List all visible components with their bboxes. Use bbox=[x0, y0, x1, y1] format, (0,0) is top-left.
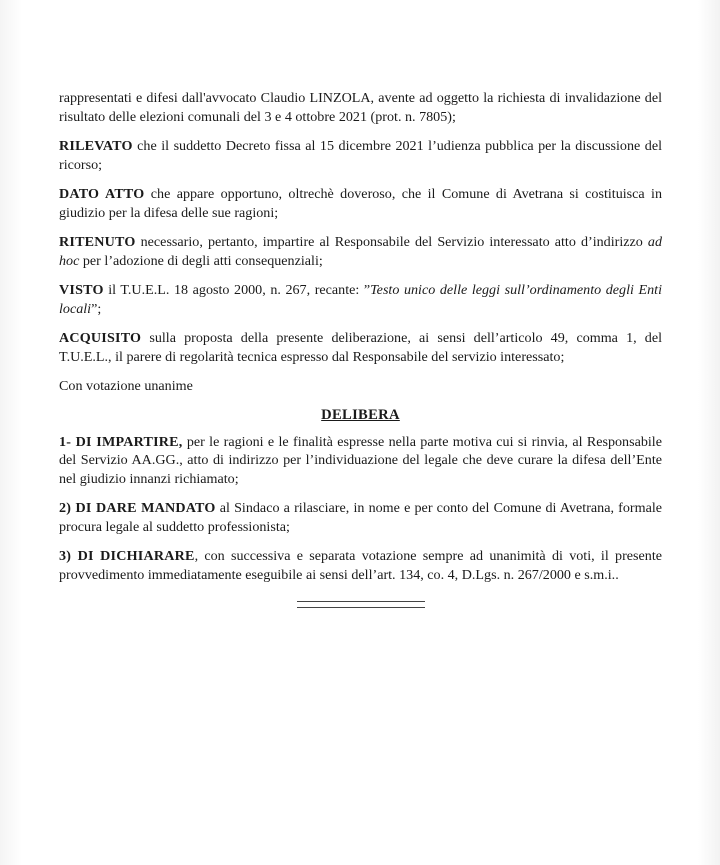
resolution-lead: 3) DI DICHIARARE bbox=[59, 548, 195, 565]
paragraph-text: rappresentati e difesi dall'avvocato Claudio LINZOLA, avente ad oggetto la richiesta di invalidazione del risultato delle elezioni comunali del 3 e 4 ottobre 2021 (prot. n. 7805); bbox=[59, 90, 662, 125]
paragraph-lead: VISTO bbox=[59, 281, 104, 298]
paragraph-visto bbox=[59, 281, 662, 318]
paragraph-rilevato bbox=[59, 137, 662, 174]
separator-line bbox=[297, 601, 425, 608]
paragraph-votazione bbox=[59, 377, 662, 396]
resolution-text: al Sindaco a rilasciare, in nome e per conto del Comune di Avetrana, formale procura legale al suddetto professionista; bbox=[59, 500, 662, 536]
paragraph-lead: RILEVATO bbox=[59, 137, 133, 154]
end-separator bbox=[59, 595, 662, 614]
resolution-text: , con successiva e separata votazione sempre ad unanimità di voti, il presente provvedimento immediatamente eseguibile ai sensi dell’art. 134, co. 4, D.Lgs. n. 267/2000 e s.m.i.. bbox=[59, 548, 662, 584]
section-heading-delibera: DELIBERA bbox=[321, 407, 400, 424]
paragraph-italic: ad hoc bbox=[59, 233, 662, 269]
document-body bbox=[59, 89, 662, 614]
paragraph-text: il T.U.E.L. 18 agosto 2000, n. 267, recante: ” bbox=[103, 281, 371, 298]
paragraph-text: sulla proposta della presente deliberazione, ai sensi dell’articolo 49, comma 1, del T.U.E.L., il parere di regolarità tecnica espresso dal Responsabile del servizio interessato; bbox=[59, 329, 662, 365]
paragraph-text: necessario, pertanto, impartire al Responsabile del Servizio interessato atto d’indirizzo bbox=[135, 233, 648, 250]
paragraph-text: che appare opportuno, oltrechè doveroso, che il Comune di Avetrana si costituisca in giudizio per la difesa delle sue ragioni; bbox=[59, 185, 662, 221]
paragraph-lead: ACQUISITO bbox=[59, 329, 142, 346]
resolution-lead: 1- DI IMPARTIRE, bbox=[59, 433, 183, 450]
paragraph-text: ”; bbox=[91, 300, 102, 317]
paragraph-lead: DATO ATTO bbox=[59, 185, 145, 202]
paragraph-text: per l’adozione di degli atti consequenziali; bbox=[79, 252, 323, 269]
resolution-item-3 bbox=[59, 547, 662, 584]
paragraph-lead: RITENUTO bbox=[59, 233, 136, 250]
paragraph-text: che il suddetto Decreto fissa al 15 dicembre 2021 l’udienza pubblica per la discussione del ricorso; bbox=[59, 137, 662, 173]
paragraph-continuation bbox=[59, 89, 662, 126]
resolution-item-1 bbox=[59, 433, 662, 489]
resolution-item-2 bbox=[59, 499, 662, 536]
paragraph-italic: Testo unico delle leggi sull’ordinamento degli Enti locali bbox=[59, 281, 662, 317]
paragraph-acquisito bbox=[59, 329, 662, 366]
paragraph-ritenuto bbox=[59, 233, 662, 270]
paragraph-dato-atto bbox=[59, 185, 662, 222]
resolution-text: per le ragioni e le finalità espresse nella parte motiva cui si rinvia, al Responsabile del Servizio AA.GG., atto di indirizzo per l’individuazione del legale che deve curare la difesa dell’Ente nel giudizio innanzi richiamato; bbox=[59, 433, 662, 488]
resolution-lead: 2) DI DARE MANDATO bbox=[59, 500, 216, 517]
paragraph-text: Con votazione unanime bbox=[59, 377, 193, 394]
